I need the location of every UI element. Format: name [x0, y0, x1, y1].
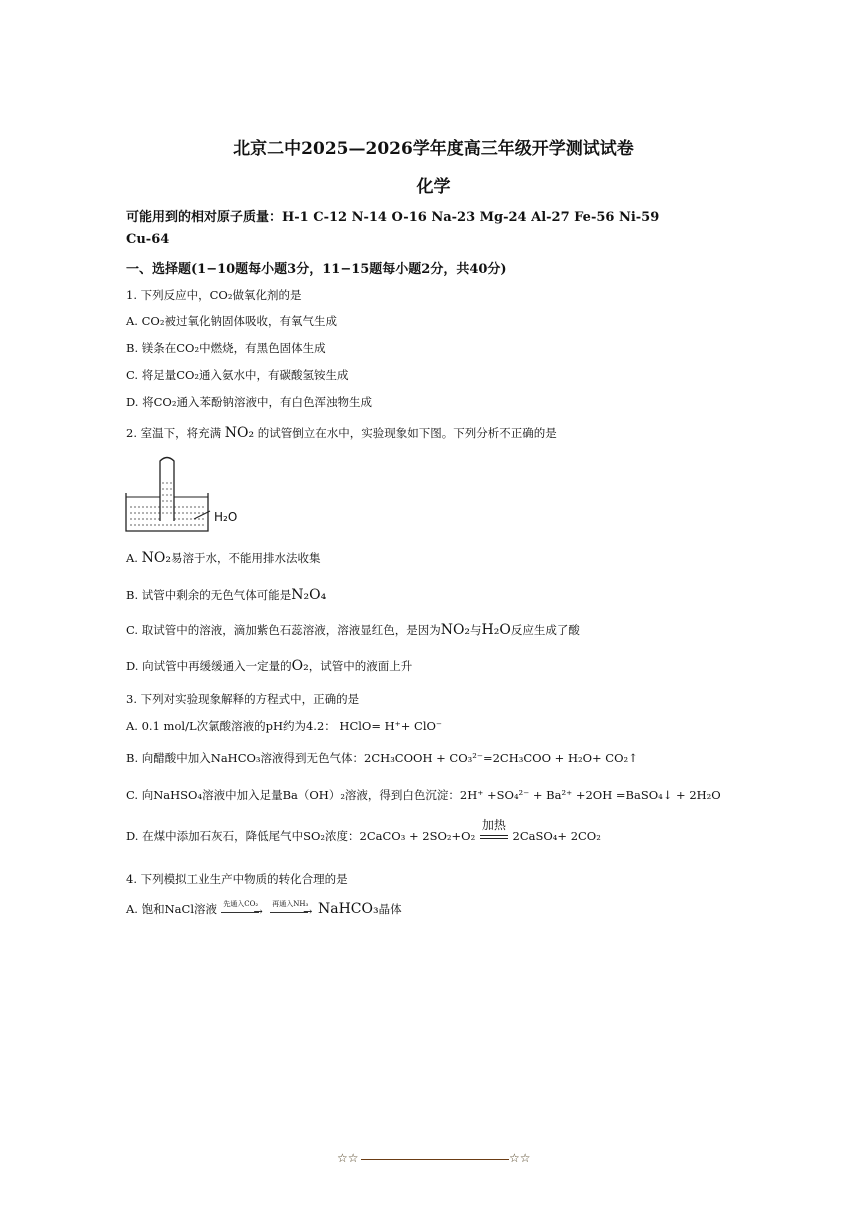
figure-label-water: H₂O — [214, 510, 238, 524]
question-1-option-d: D. 将CO₂通入苯酚钠溶液中，有白色浑浊物生成 — [126, 395, 372, 409]
reaction-arrow-2: 再通入NH₃ → — [272, 900, 313, 918]
atomic-mass-line-1: 可能用到的相对原子质量：H-1 C-12 N-14 O-16 Na-23 Mg-24 Al-27 Fe-56 Ni-59 — [126, 210, 660, 225]
formula-no2: NO₂ — [440, 622, 471, 638]
heating-equals-sign — [479, 818, 509, 844]
formula-no2: NO₂ — [141, 550, 171, 566]
question-1-option-a: A. CO₂被过氧化钠固体吸收，有氧气生成 — [126, 314, 337, 328]
question-3-option-c: C. 向NaHSO₄溶液中加入足量Ba（OH）₂溶液，得到白色沉淀：2H⁺ +SO₄²⁻ + Ba²⁺ +2OH =BaSO₄↓ + 2H₂O — [126, 788, 721, 802]
question-4-stem: 4. 下列模拟工业生产中物质的转化合理的是 — [126, 872, 348, 886]
atomic-mass-line-2: Cu-64 — [126, 232, 170, 247]
question-3-option-b: B. 向醋酸中加入NaHCO₃溶液得到无色气体：2CH₃COOH + CO₃²⁻=2CH₃COO + H₂O+ CO₂↑ — [126, 751, 638, 765]
formula-n2o4: N₂O₄ — [291, 587, 327, 603]
formula-no2: NO₂ — [224, 425, 255, 441]
section-title: 一、选择题(1−10题每小题3分，11−15题每小题2分，共40分) — [126, 262, 507, 277]
page-footer-ornament — [337, 1151, 533, 1167]
question-3-option-a: A. 0.1 mol/L次氯酸溶液的pH约为4.2： HClO= H⁺+ ClO⁻ — [126, 719, 443, 733]
question-2-option-b: B. 试管中剩余的无色气体可能是N₂O₄ — [126, 587, 327, 603]
formula-nahco3: NaHCO₃ — [317, 901, 379, 917]
formula-h2o: H₂O — [481, 622, 511, 638]
question-3-stem: 3. 下列对实验现象解释的方程式中，正确的是 — [126, 692, 360, 706]
question-2-stem: 2. 室温下，将充满 NO₂ 的试管倒立在水中，实验现象如下图。下列分析不正确的是 — [126, 425, 557, 441]
question-1-stem: 1. 下列反应中，CO₂做氧化剂的是 — [126, 288, 302, 302]
arrow-right-icon: → — [253, 905, 263, 918]
star-icon: ☆☆ — [509, 1151, 531, 1165]
question-2-option-a: A. NO₂易溶于水，不能用排水法收集 — [126, 550, 321, 566]
arrow-right-icon: → — [303, 905, 313, 918]
heating-condition: 加热 — [481, 818, 506, 832]
formula-o2: O₂ — [291, 658, 309, 674]
question-2-option-d: D. 向试管中再缓缓通入一定量的O₂，试管中的液面上升 — [126, 658, 413, 674]
exam-title: 北京二中2025—2026学年度高三年级开学测试试卷 — [233, 139, 634, 159]
question-3-option-d: D. 在煤中添加石灰石，降低尾气中SO₂浓度：2CaCO₃ + 2SO₂+O₂ 加热 2CaSO₄+ 2CO₂ — [126, 818, 601, 843]
star-icon: ☆☆ — [337, 1151, 359, 1165]
question-2-option-c: C. 取试管中的溶液，滴加紫色石蕊溶液，溶液显红色，是因为NO₂与H₂O反应生成了酸 — [126, 622, 580, 638]
exam-subject: 化学 — [416, 177, 451, 197]
reaction-arrow-1: 先通入CO₂ → — [221, 903, 261, 917]
question-4-option-a: A. 饱和NaCl溶液 先通入CO₂ → 再通入NH₃ → NaHCO₃晶体 — [126, 900, 402, 918]
question-1-option-c: C. 将足量CO₂通入氨水中，有碳酸氢铵生成 — [126, 368, 349, 382]
question-1-option-b: B. 镁条在CO₂中燃烧，有黑色固体生成 — [126, 341, 326, 355]
footer-rule — [361, 1159, 509, 1160]
